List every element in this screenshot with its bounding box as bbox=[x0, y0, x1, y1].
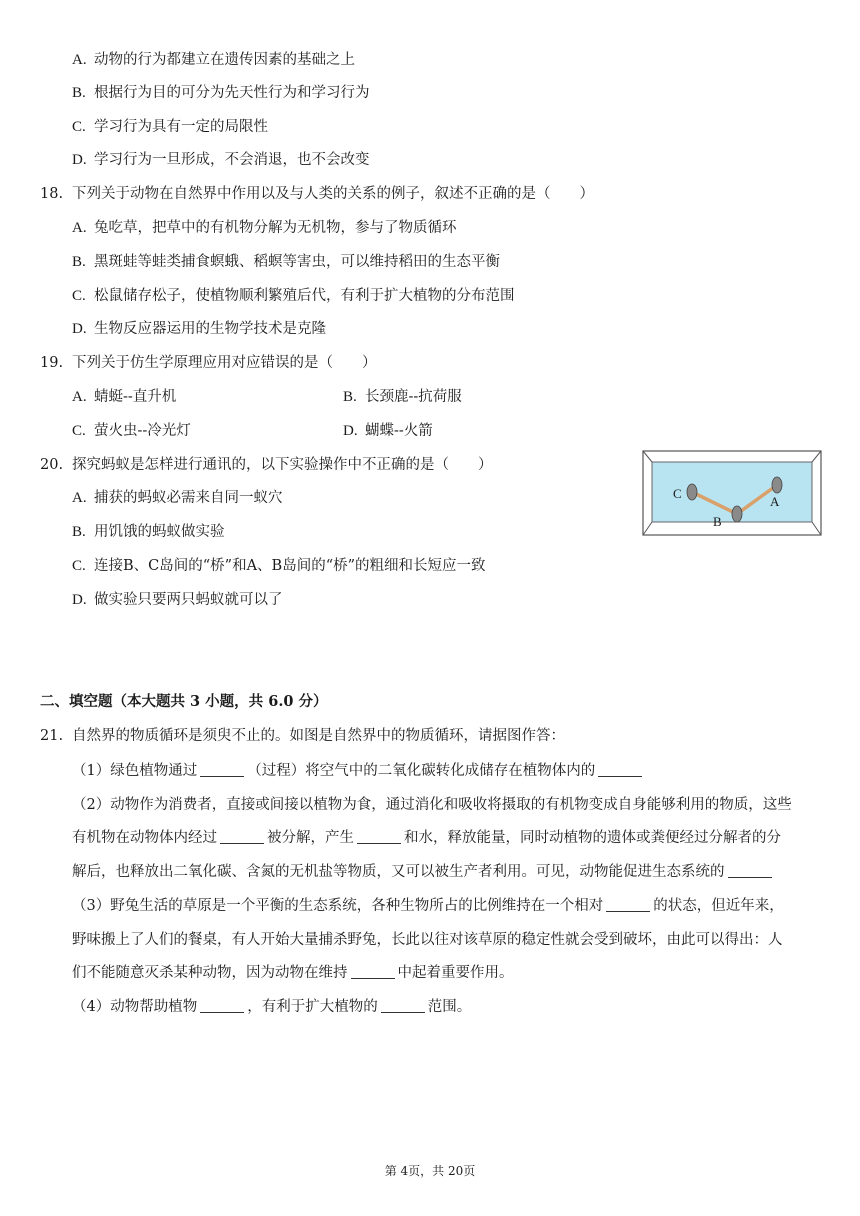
text-segment: 们不能随意灭杀某种动物，因为动物在维持 bbox=[72, 965, 348, 981]
page-footer: 第 4页，共 20页 bbox=[384, 1164, 476, 1178]
q18-option-d bbox=[72, 319, 326, 339]
q20-option-a bbox=[72, 488, 283, 508]
text-segment: 和水，释放能量，同时动植物的遗体或粪便经过分解者的分 bbox=[404, 830, 781, 846]
option-text: 根据行为目的可分为先天性行为和学习行为 bbox=[94, 85, 370, 101]
answer-blank[interactable] bbox=[351, 964, 395, 979]
option-text: 捕获的蚂蚁必需来自同一蚁穴 bbox=[94, 490, 283, 506]
text-segment: （4）动物帮助植物 bbox=[72, 999, 198, 1015]
q21-part-2-line-1: （2）动物作为消费者，直接或间接以植物为食，通过消化和吸收将摄取的有机物变成自身能够利用的物质，这些 bbox=[72, 797, 792, 813]
question-number: 19. bbox=[40, 355, 64, 371]
option-letter: A. bbox=[72, 220, 87, 236]
text-segment: 的状态，但近年来， bbox=[653, 898, 784, 914]
option-text: 做实验只要两只蚂蚁就可以了 bbox=[94, 592, 283, 608]
q20-option-c bbox=[72, 556, 486, 576]
option-text: 黑斑蛙等蛙类捕食螟蛾、稻螟等害虫，可以维持稻田的生态平衡 bbox=[94, 254, 500, 270]
section-title: 二、填空题（本大题共 3 小题，共 6.0 分） bbox=[40, 693, 328, 710]
question-text: 下列关于动物在自然界中作用以及与人类的关系的例子，叙述不正确的是（ ） bbox=[72, 186, 594, 202]
q21-part-2-line-3 bbox=[72, 862, 775, 882]
question-number: 20. bbox=[40, 457, 64, 473]
question-text: 下列关于仿生学原理应用对应错误的是（ ） bbox=[72, 355, 377, 371]
text-segment: （过程）将空气中的二氧化碳转化成储存在植物体内的 bbox=[247, 763, 596, 779]
option-letter: D. bbox=[72, 152, 87, 168]
option-text: 连接B、C岛间的“桥”和A、B岛间的“桥”的粗细和长短应一致 bbox=[94, 558, 486, 574]
q17-option-a bbox=[72, 50, 355, 70]
q21-part-3-line-1 bbox=[72, 896, 784, 916]
text-segment: ，有利于扩大植物的 bbox=[247, 999, 378, 1015]
q21-stem bbox=[40, 726, 565, 746]
island-a bbox=[772, 477, 782, 493]
option-text: 动物的行为都建立在遗传因素的基础之上 bbox=[94, 52, 355, 68]
q19-option-a bbox=[72, 387, 176, 407]
option-text: 蜻蜓--直升机 bbox=[94, 389, 177, 405]
option-text: 松鼠储存松子，使植物顺利繁殖后代，有利于扩大植物的分布范围 bbox=[94, 288, 515, 304]
answer-blank[interactable] bbox=[220, 829, 264, 844]
q21-part-3-line-3 bbox=[72, 963, 514, 983]
answer-blank[interactable] bbox=[598, 762, 642, 777]
option-letter: C. bbox=[72, 423, 86, 439]
option-text: 长颈鹿--抗荷服 bbox=[365, 389, 462, 405]
question-text: 自然界的物质循环是须臾不止的。如图是自然界中的物质循环，请据图作答： bbox=[72, 728, 565, 744]
text-segment: 中起着重要作用。 bbox=[397, 965, 514, 981]
answer-blank[interactable] bbox=[357, 829, 401, 844]
q18-option-b bbox=[72, 252, 500, 272]
option-text: 学习行为具有一定的局限性 bbox=[94, 119, 268, 135]
q17-option-d bbox=[72, 150, 370, 170]
text-segment: 有机物在动物体内经过 bbox=[72, 830, 217, 846]
label-b: B bbox=[713, 514, 722, 529]
option-letter: A. bbox=[72, 389, 87, 405]
island-c bbox=[687, 484, 697, 500]
q19-stem bbox=[40, 353, 377, 373]
question-text: 探究蚂蚁是怎样进行通讯的，以下实验操作中不正确的是（ ） bbox=[72, 457, 493, 473]
option-text: 生物反应器运用的生物学技术是克隆 bbox=[94, 321, 326, 337]
option-letter: A. bbox=[72, 52, 87, 68]
q17-option-c bbox=[72, 117, 268, 137]
q18-option-c bbox=[72, 286, 515, 306]
option-text: 蝴蝶--火箭 bbox=[365, 423, 433, 439]
q21-part-2-line-2 bbox=[72, 828, 781, 848]
option-letter: D. bbox=[72, 592, 87, 608]
q21-part-4 bbox=[72, 997, 471, 1017]
option-text: 兔吃草，把草中的有机物分解为无机物，参与了物质循环 bbox=[94, 220, 457, 236]
option-letter: C. bbox=[72, 119, 86, 135]
option-letter: D. bbox=[343, 423, 358, 439]
q18-stem bbox=[40, 184, 594, 204]
label-a: A bbox=[770, 494, 780, 509]
answer-blank[interactable] bbox=[381, 998, 425, 1013]
answer-blank[interactable] bbox=[200, 998, 244, 1013]
option-letter: B. bbox=[343, 389, 357, 405]
q21-part-3-line-2: 野味搬上了人们的餐桌，有人开始大量捕杀野兔，长此以往对该草原的稳定性就会受到破坏，由此可以得出：人 bbox=[72, 932, 783, 948]
option-letter: D. bbox=[72, 321, 87, 337]
option-letter: B. bbox=[72, 524, 86, 540]
q19-option-b bbox=[343, 387, 462, 407]
option-letter: C. bbox=[72, 558, 86, 574]
option-letter: A. bbox=[72, 490, 87, 506]
answer-blank[interactable] bbox=[728, 863, 772, 878]
answer-blank[interactable] bbox=[606, 897, 650, 912]
q20-option-d bbox=[72, 590, 283, 610]
q19-option-d bbox=[343, 421, 433, 441]
text-segment: 范围。 bbox=[427, 999, 472, 1015]
q19-option-c bbox=[72, 421, 191, 441]
option-text: 学习行为一旦形成，不会消退，也不会改变 bbox=[94, 152, 370, 168]
option-letter: B. bbox=[72, 85, 86, 101]
island-b bbox=[732, 506, 742, 522]
q20-option-b bbox=[72, 522, 225, 542]
answer-blank[interactable] bbox=[200, 762, 244, 777]
text-segment: （1）绿色植物通过 bbox=[72, 763, 198, 779]
question-number: 18. bbox=[40, 186, 64, 202]
q20-stem bbox=[40, 455, 493, 475]
label-c: C bbox=[673, 486, 682, 501]
q17-option-b bbox=[72, 83, 370, 103]
option-letter: B. bbox=[72, 254, 86, 270]
option-text: 用饥饿的蚂蚁做实验 bbox=[94, 524, 225, 540]
text-segment: 解后，也释放出二氧化碳、含氮的无机盐等物质，又可以被生产者利用。可见，动物能促进生态系统的 bbox=[72, 864, 725, 880]
text-segment: 被分解，产生 bbox=[267, 830, 354, 846]
ant-experiment-figure bbox=[642, 450, 822, 536]
option-text: 萤火虫--冷光灯 bbox=[94, 423, 191, 439]
text-segment: （3）野兔生活的草原是一个平衡的生态系统，各种生物所占的比例维持在一个相对 bbox=[72, 898, 604, 914]
q21-part-1 bbox=[72, 761, 645, 781]
question-number: 21. bbox=[40, 728, 64, 744]
q18-option-a bbox=[72, 218, 457, 238]
option-letter: C. bbox=[72, 288, 86, 304]
